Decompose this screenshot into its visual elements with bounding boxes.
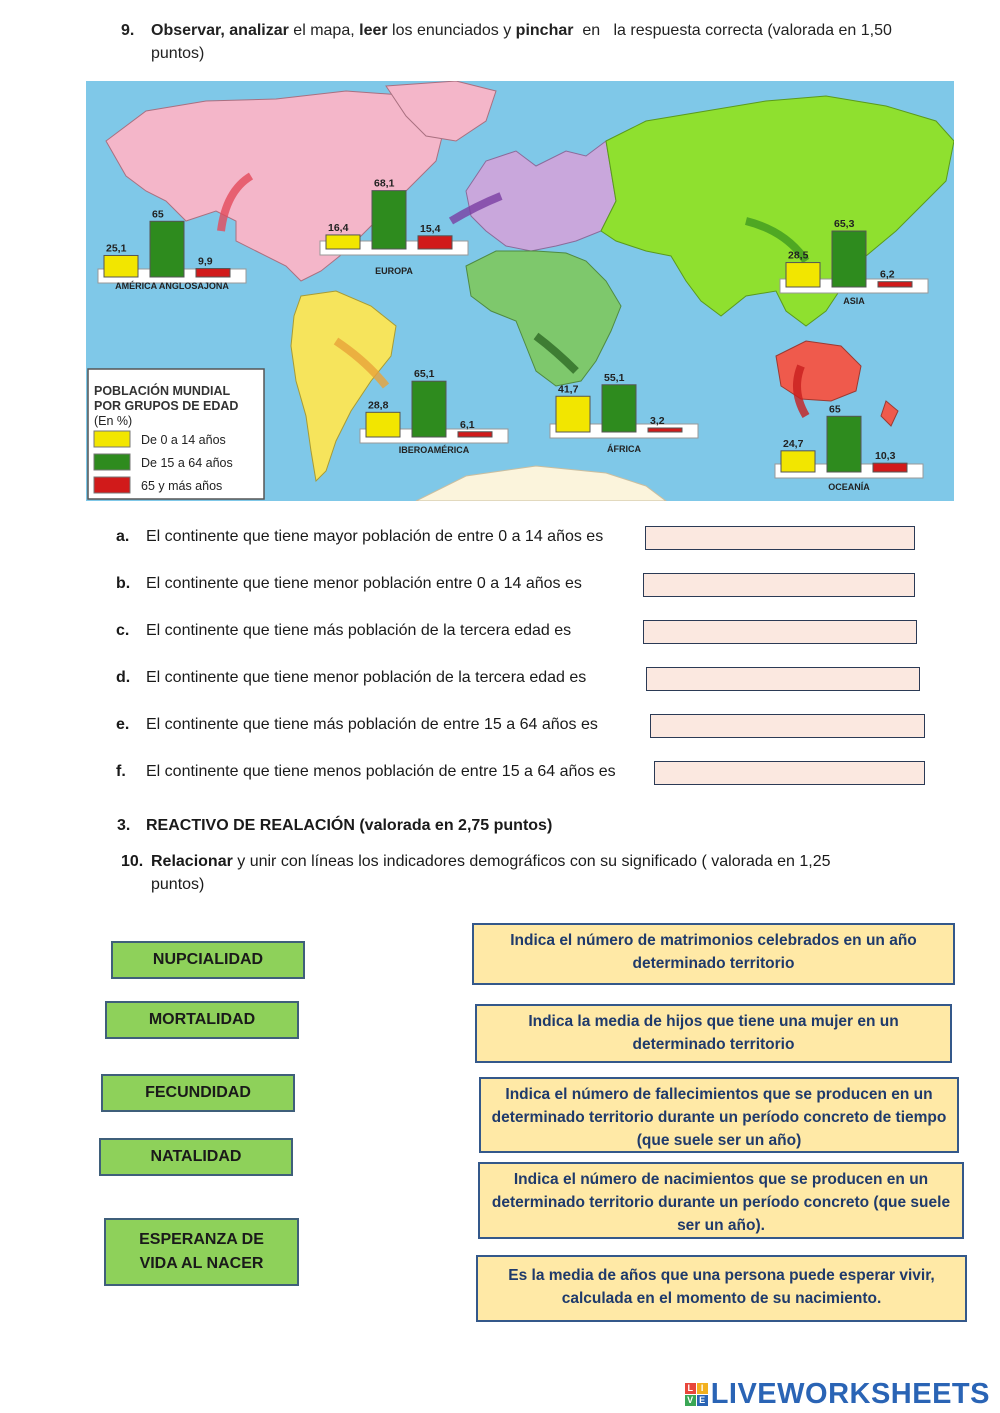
answer-input[interactable] — [646, 667, 920, 691]
logo-badge — [685, 1383, 708, 1406]
legend-item-old: 65 y más años — [141, 479, 223, 493]
answer-input[interactable] — [654, 761, 925, 785]
bar-young — [781, 451, 815, 472]
bar-value-adult: 65 — [829, 403, 841, 416]
new-zealand-shape — [881, 401, 898, 426]
bar-value-old: 6,1 — [460, 418, 475, 431]
term-natalidad[interactable] — [99, 1138, 293, 1176]
bar-adult — [602, 385, 636, 432]
definition-hijos[interactable] — [475, 1004, 952, 1063]
section-number: 3. — [117, 817, 131, 834]
question-number: 9. — [121, 22, 135, 39]
term-mortalidad[interactable] — [105, 1001, 299, 1039]
bar-value-young: 16,4 — [328, 221, 349, 234]
europe-shape — [466, 141, 616, 251]
bar-adult — [412, 381, 446, 437]
definition-text: Indica el número de matrimonios celebrados en un año determinado territorio — [510, 932, 917, 972]
question-letter: e. — [116, 716, 130, 733]
question-letter: c. — [116, 622, 130, 639]
logo-badge-letter: L — [685, 1383, 696, 1394]
region-label: OCEANÍA — [828, 482, 870, 492]
bar-value-young: 41,7 — [558, 383, 579, 396]
bar-old — [458, 432, 492, 437]
question-text: El continente que tiene menor población de la tercera edad es — [146, 669, 587, 686]
instruction-text-2: los enunciados y — [387, 22, 516, 39]
question-10-text: y unir con líneas los indicadores demográficos con su significado ( valorada en 1,25 — [232, 853, 831, 870]
bar-adult — [827, 416, 861, 472]
liveworksheets-logo — [685, 1378, 990, 1411]
answer-input[interactable] — [643, 620, 917, 644]
definition-text: Es la media de años que una persona puede esperar vivir, calculada en el momento de su nacimiento. — [508, 1267, 935, 1307]
bar-value-old: 9,9 — [198, 255, 213, 268]
bar-value-old: 6,2 — [880, 268, 895, 281]
bar-value-young: 25,1 — [106, 242, 127, 255]
legend-swatch-young — [94, 431, 130, 447]
region-label: IBEROAMÉRICA — [398, 445, 470, 455]
legend-item-young: De 0 a 14 años — [141, 433, 226, 447]
bar-value-adult: 68,1 — [374, 177, 395, 190]
instruction-bold-1: Observar, analizar — [151, 22, 289, 39]
bar-value-young: 28,5 — [788, 249, 809, 262]
definition-matrimonios[interactable] — [472, 923, 955, 985]
legend-title-2: POR GRUPOS DE EDAD — [94, 399, 239, 413]
map-legend — [88, 369, 264, 499]
instruction-bold-2: leer — [359, 22, 388, 39]
definition-esperanza[interactable] — [476, 1255, 967, 1322]
bar-value-adult: 65,3 — [834, 218, 855, 231]
bar-old — [878, 282, 912, 287]
question-row — [116, 527, 603, 547]
definition-text: Indica el número de fallecimientos que se producen en un determinado territorio durante un período concreto de tiempo (que suele ser un año) — [491, 1086, 947, 1149]
answer-input[interactable] — [645, 526, 915, 550]
bar-young — [326, 235, 360, 249]
region-group-5 — [775, 403, 923, 492]
instruction-text-3: en la respuesta correcta (valorada en 1,50 — [573, 22, 892, 39]
question-text: El continente que tiene menos población de entre 15 a 64 años es — [146, 763, 616, 780]
bar-value-adult: 65 — [152, 208, 164, 221]
south-america-shape — [291, 291, 396, 481]
question-letter: f. — [116, 763, 126, 780]
world-population-map — [86, 81, 954, 501]
question-row — [116, 574, 582, 594]
map-svg — [86, 81, 954, 501]
instruction-text-1: el mapa, — [288, 22, 360, 39]
bar-old — [418, 236, 452, 249]
term-label: ESPERANZA DE VIDA AL NACER — [139, 1231, 264, 1272]
bar-adult — [150, 221, 184, 277]
bar-adult — [832, 231, 866, 287]
question-10-line-2: puntos) — [151, 876, 205, 893]
section-3-title — [117, 817, 552, 835]
logo-text: LIVEWORKSHEETS — [710, 1378, 990, 1410]
question-row — [116, 668, 586, 688]
bar-old — [648, 428, 682, 432]
question-row — [116, 621, 571, 641]
legend-title-1: POBLACIÓN MUNDIAL — [94, 384, 231, 398]
term-nupcialidad[interactable] — [111, 941, 305, 979]
bar-value-old: 10,3 — [875, 450, 896, 463]
question-letter: b. — [116, 575, 131, 592]
question-10-bold: Relacionar — [151, 853, 233, 870]
term-label: FECUNDIDAD — [145, 1084, 251, 1101]
legend-swatch-old — [94, 477, 130, 493]
antarctica-shape — [416, 466, 666, 501]
question-text: El continente que tiene más población de la tercera edad es — [146, 622, 572, 639]
bar-value-young: 28,8 — [368, 399, 389, 412]
question-text: El continente que tiene mayor población de entre 0 a 14 años es — [146, 528, 604, 545]
question-letter: a. — [116, 528, 130, 545]
definition-fallecimientos[interactable] — [479, 1077, 959, 1153]
logo-badge-letter: V — [685, 1395, 696, 1406]
bar-adult — [372, 191, 406, 249]
term-label: NUPCIALIDAD — [152, 951, 264, 968]
instruction-line-2: puntos) — [151, 45, 205, 62]
bar-value-adult: 65,1 — [414, 368, 435, 381]
question-10-number: 10. — [121, 853, 144, 870]
term-label: MORTALIDAD — [148, 1011, 256, 1028]
logo-badge-letter: E — [697, 1395, 708, 1406]
bar-young — [104, 255, 138, 277]
bar-value-adult: 55,1 — [604, 371, 625, 384]
legend-title-3: (En %) — [94, 414, 133, 428]
bar-young — [786, 263, 820, 287]
question-9-header — [121, 19, 941, 65]
question-letter: d. — [116, 669, 131, 686]
section-title-text: REACTIVO DE REALACIÓN (valorada en 2,75 puntos) — [146, 817, 553, 834]
definition-nacimientos[interactable] — [478, 1162, 964, 1239]
definition-text: Indica el número de nacimientos que se producen en un determinado territorio durante un período concreto (que suele ser un año). — [491, 1171, 951, 1234]
term-fecundidad[interactable] — [101, 1074, 295, 1112]
instruction-bold-3: pinchar — [515, 22, 574, 39]
question-row — [116, 715, 598, 735]
region-label: EUROPA — [375, 266, 413, 276]
bar-old — [873, 463, 907, 472]
region-label: AMÉRICA ANGLOSAJONA — [115, 281, 229, 291]
question-text: El continente que tiene menor población entre 0 a 14 años es — [146, 575, 582, 592]
region-label: ASIA — [843, 296, 865, 306]
term-label: NATALIDAD — [150, 1148, 242, 1165]
question-text: El continente que tiene más población de entre 15 a 64 años es — [146, 716, 598, 733]
term-esperanza-de-vida[interactable] — [104, 1218, 299, 1286]
definition-text: Indica la media de hijos que tiene una mujer en un determinado territorio — [528, 1013, 899, 1053]
bar-value-old: 3,2 — [650, 415, 665, 427]
bar-young — [556, 396, 590, 432]
bar-young — [366, 412, 400, 437]
question-10-header — [121, 850, 921, 896]
bar-value-old: 15,4 — [420, 222, 441, 235]
legend-item-adult: De 15 a 64 años — [141, 456, 233, 470]
answer-input[interactable] — [643, 573, 915, 597]
region-label: ÁFRICA — [607, 444, 641, 454]
logo-badge-letter: I — [697, 1383, 708, 1394]
bar-old — [196, 269, 230, 277]
answer-input[interactable] — [650, 714, 925, 738]
legend-swatch-adult — [94, 454, 130, 470]
oceania-shape — [776, 341, 861, 401]
question-row — [116, 762, 616, 782]
region-group-4 — [550, 372, 698, 454]
africa-shape — [466, 251, 621, 386]
bar-value-young: 24,7 — [783, 437, 804, 450]
